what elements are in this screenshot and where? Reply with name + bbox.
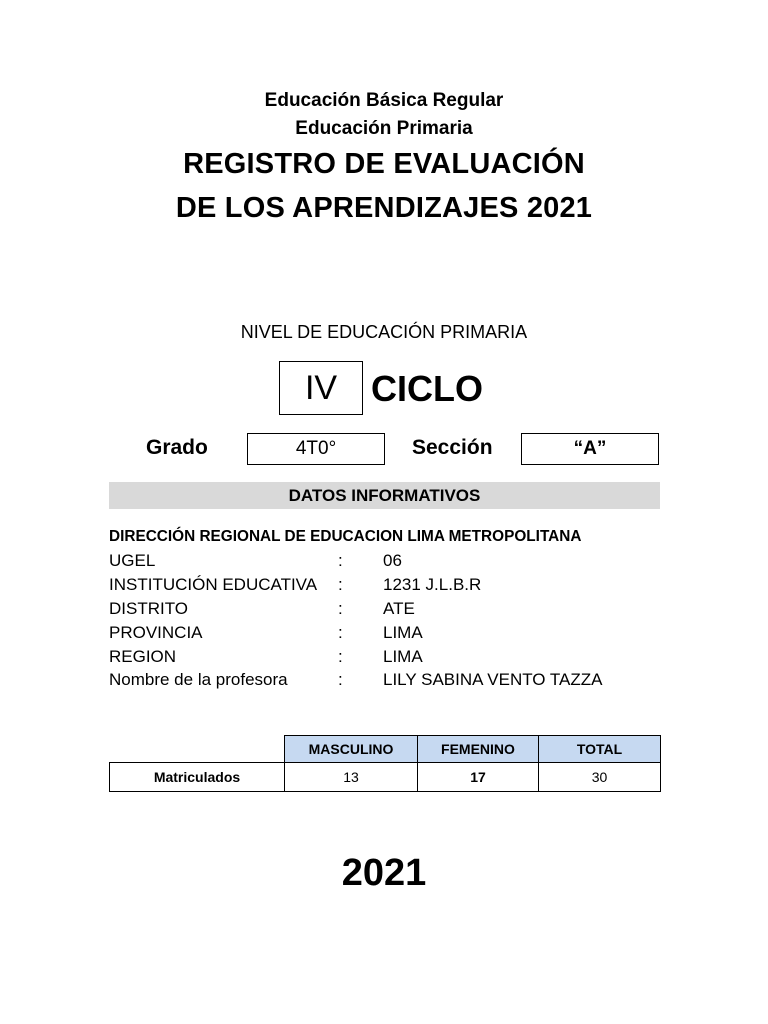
info-key: INSTITUCIÓN EDUCATIVA (109, 575, 318, 594)
info-value: ATE (383, 599, 415, 618)
seccion-label: Sección (412, 436, 493, 459)
info-key: Nombre de la profesora (109, 670, 288, 689)
seccion-value-box: “A” (521, 433, 659, 465)
page-title-line-2: DE LOS APRENDIZAJES 2021 (175, 192, 593, 224)
table-header-masculino: MASCULINO (285, 736, 418, 763)
info-value: 1231 J.L.B.R (383, 575, 482, 594)
info-colon: : (338, 647, 343, 666)
direccion-regional: DIRECCIÓN REGIONAL DE EDUCACION LIMA METROPOLITANA (109, 528, 582, 545)
cell-femenino: 17 (418, 763, 539, 792)
info-colon: : (338, 551, 343, 570)
info-value: LILY SABINA VENTO TAZZA (383, 670, 603, 689)
info-row-ugel (109, 549, 669, 573)
row-label-matriculados: Matriculados (110, 763, 285, 792)
table-header-blank (110, 736, 285, 763)
info-colon: : (338, 670, 343, 689)
grado-value-box: 4T0° (247, 433, 385, 465)
datos-informativos-heading: DATOS INFORMATIVOS (109, 482, 660, 509)
info-key: PROVINCIA (109, 623, 203, 642)
info-colon: : (338, 599, 343, 618)
info-value: LIMA (383, 623, 423, 642)
grado-label: Grado (146, 436, 208, 459)
info-colon: : (338, 623, 343, 642)
table-row (110, 763, 661, 792)
table-header-row (110, 736, 661, 763)
info-row-profesora (109, 668, 669, 692)
header-line-2: Educación Primaria (295, 118, 473, 139)
header-line-1: Educación Básica Regular (264, 90, 504, 111)
cell-total: 30 (539, 763, 661, 792)
info-row-region (109, 645, 669, 669)
info-key: UGEL (109, 551, 156, 570)
info-row-distrito (109, 597, 669, 621)
nivel-label: NIVEL DE EDUCACIÓN PRIMARIA (240, 322, 528, 342)
matriculados-table (109, 735, 661, 792)
info-key: DISTRITO (109, 599, 189, 618)
page-title-line-1: REGISTRO DE EVALUACIÓN (183, 148, 585, 180)
cell-masculino: 13 (285, 763, 418, 792)
year-footer: 2021 (341, 852, 427, 894)
info-row-provincia (109, 621, 669, 645)
ciclo-label: CICLO (371, 368, 483, 409)
table-header-total: TOTAL (539, 736, 661, 763)
info-key: REGION (109, 647, 177, 666)
info-row-institucion (109, 573, 669, 597)
info-colon: : (338, 575, 343, 594)
ciclo-value-box: IV (279, 361, 363, 415)
table-header-femenino: FEMENINO (418, 736, 539, 763)
info-value: 06 (383, 551, 402, 570)
info-value: LIMA (383, 647, 423, 666)
